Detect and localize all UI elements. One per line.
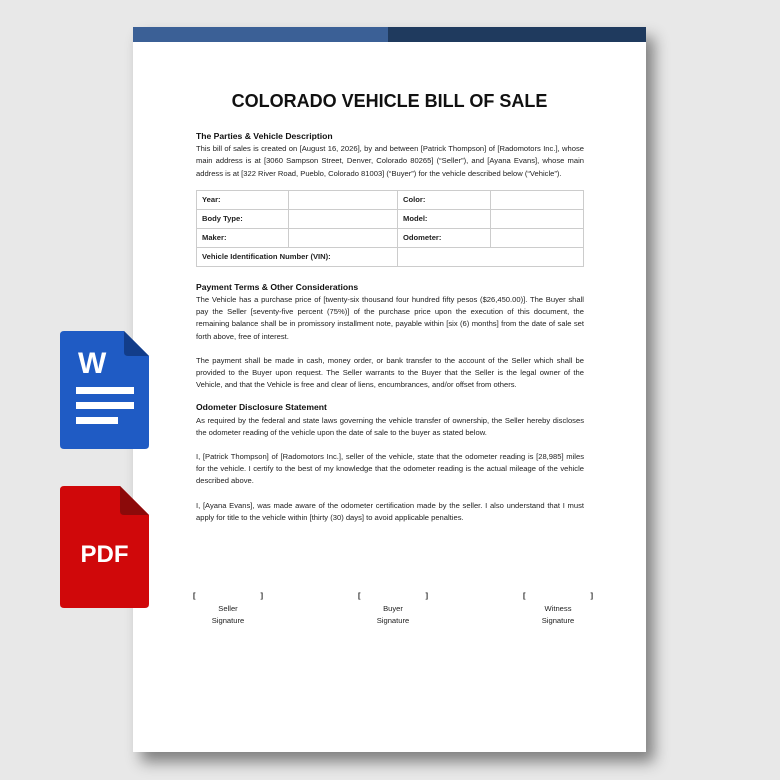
model-value[interactable]	[491, 209, 584, 228]
section-heading: Payment Terms & Other Considerations	[196, 281, 359, 292]
color-label: Color:	[398, 190, 491, 209]
signature-label: Signature	[541, 616, 575, 625]
document-title: COLORADO VEHICLE BILL OF SALE	[231, 91, 548, 111]
word-letter: W	[78, 347, 107, 380]
section-heading: Odometer Disclosure Statement	[196, 402, 327, 413]
bracket: ]	[425, 591, 428, 600]
signature-label: Buyer	[383, 604, 403, 613]
odometer-value[interactable]	[491, 228, 584, 247]
bracket: ]	[590, 591, 593, 600]
seller-signature	[193, 590, 263, 627]
header-bar-right	[388, 27, 646, 42]
year-label: Year:	[197, 190, 289, 209]
document-page	[133, 27, 646, 752]
document-body	[196, 130, 584, 536]
section-heading: The Parties & Vehicle Description	[196, 131, 333, 141]
paragraph: As required by the federal and state laws governing the vehicle transfer of ownership, the Seller hereby discloses the odometer reading of the vehicle upon the date of sale to the buyer as stated below.	[196, 415, 584, 437]
word-file-icon[interactable]	[60, 331, 149, 449]
bracket: [	[358, 591, 361, 600]
pdf-label: PDF	[80, 541, 129, 568]
signature-label: Seller	[218, 604, 238, 613]
paragraph: This bill of sales is created on [August 16, 2026], by and between [Patrick Thompson] of [Radomotors Inc.], whose main address is at [3060 Sampson Street, Denver, Colorado 80265] (“Seller”), and [Ayana Evans], whose main address is at [322 River Road, Pueblo, Colorado 81003] (“Buyer”) for the vehicle described below (“Vehicle”).	[196, 144, 584, 178]
signature-label: Signature	[376, 616, 410, 625]
pdf-file-icon[interactable]	[60, 486, 149, 608]
header-bar-left	[133, 27, 388, 42]
body-type-label: Body Type:	[197, 209, 289, 228]
year-value[interactable]	[289, 190, 398, 209]
vehicle-table	[196, 190, 584, 267]
body-type-value[interactable]	[289, 209, 398, 228]
signature-label: Signature	[211, 616, 245, 625]
vin-label: Vehicle Identification Number (VIN):	[197, 247, 398, 266]
witness-signature	[523, 590, 593, 627]
paragraph: The payment shall be made in cash, money order, or bank transfer to the account of the Seller which shall be provided to the Buyer upon request. The Seller warrants to the Buyer that the Seller is the legal owner of the Vehicle, and that the Vehicle is free and clear of liens, encumbrances, and/or offset from others.	[196, 355, 584, 390]
vin-value[interactable]	[398, 247, 584, 266]
buyer-signature	[358, 590, 428, 627]
paragraph: I, [Ayana Evans], was made aware of the odometer certification made by the seller. I also understand that I must apply for title to the vehicle within [thirty (30) days] to avoid applicable penalties.	[196, 500, 584, 522]
bracket: [	[523, 591, 526, 600]
model-label: Model:	[398, 209, 491, 228]
maker-label: Maker:	[197, 228, 289, 247]
paragraph: The Vehicle has a purchase price of [twenty-six thousand four hundred fifty pesos ($26,450.00)]. The Buyer shall pay the Seller [seventy-five percent (75%)] of the purchase price upon the execution of this document, the remaining balance shall be in promissory installment note, payable within [six (6) months] from the date of sale set forth above, free of interest.	[196, 295, 584, 341]
signature-area	[193, 590, 593, 627]
maker-value[interactable]	[289, 228, 398, 247]
paragraph: I, [Patrick Thompson] of [Radomotors Inc.], seller of the vehicle, state that the odometer reading is [28,985] miles for the vehicle. I certify to the best of my knowledge that the odometer reading is the actual mileage of the vehicle described above.	[196, 452, 584, 486]
bracket: [	[193, 591, 196, 600]
bracket: ]	[260, 591, 263, 600]
signature-label: Witness	[544, 604, 572, 613]
odometer-label: Odometer:	[398, 228, 491, 247]
color-value[interactable]	[491, 190, 584, 209]
